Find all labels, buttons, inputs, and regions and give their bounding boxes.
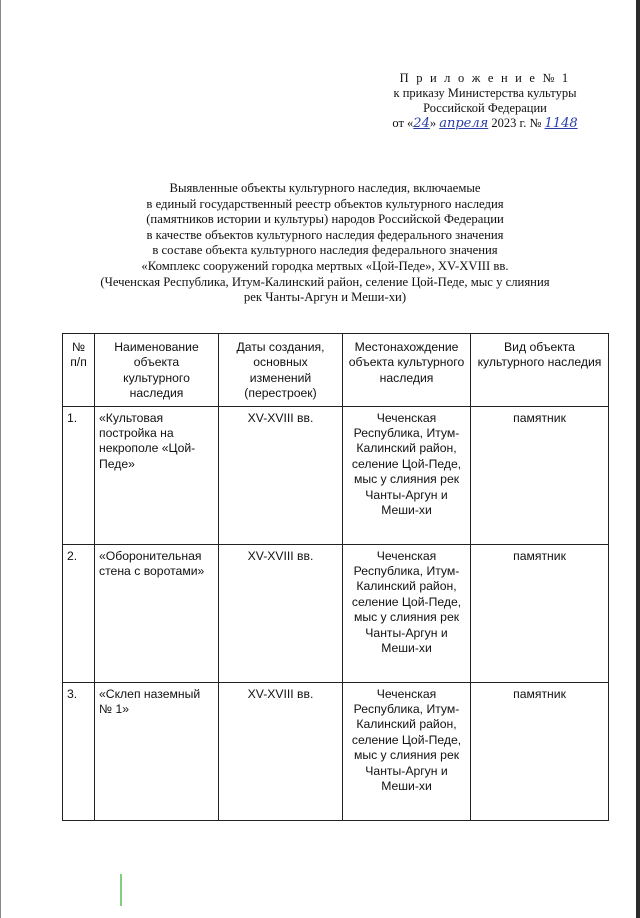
header-kind: Вид объекта культурного наследия [471,334,609,407]
table-header-row [63,334,609,407]
annex-block [370,71,600,131]
row-name: «Склеп наземный № 1» [95,682,219,820]
row-name: «Оборонительная стена с воротами» [95,544,219,682]
order-mid: » [429,116,440,130]
row-number: 2. [63,544,95,682]
row-location: Чеченская Республика, Итум-Калинский район, селение Цой-Педе, мыс у слияния рек Чанты-Аргун и Меши-хи [343,682,471,820]
heading-line: рек Чанты-Аргун и Меши-хи) [243,290,407,305]
heading-line: в качестве объектов культурного наследия федерального значения [146,227,504,242]
scan-right-edge [636,0,640,918]
row-kind: памятник [471,544,609,682]
row-dates: XV-XVIII вв. [219,406,343,544]
annex-ministry-line: к приказу Министерства культуры [393,86,577,100]
table-row [63,406,609,544]
row-dates: XV-XVIII вв. [219,682,343,820]
heritage-objects-table [62,333,609,821]
table-row [63,682,609,820]
header-name: Наименование объекта культурного наследия [95,334,219,407]
header-dates: Даты создания, основных изменений (перестроек) [219,334,343,407]
scan-left-edge [0,0,1,918]
heading-line: (памятников истории и культуры) народов Российской Федерации [146,212,504,227]
scan-green-mark [120,874,122,906]
annex-title: П р и л о ж е н и е № 1 [399,71,571,85]
annex-federation-line: Российской Федерации [423,101,547,115]
row-name: «Культовая постройка на некрополе «Цой-Педе» [95,406,219,544]
heading-line: в единый государственный реестр объектов культурного наследия [146,196,504,211]
order-day-handwritten: 24 [413,116,430,131]
header-number: № п/п [63,334,95,407]
heading-line: в составе объекта культурного наследия федерального значения [152,243,498,258]
header-location: Местонахождение объекта культурного наследия [343,334,471,407]
order-number-handwritten: 1148 [544,116,578,131]
row-dates: XV-XVIII вв. [219,544,343,682]
order-year: 2023 г. № [488,116,545,130]
table-row [63,544,609,682]
heading-line: «Комплекс сооружений городка мертвых «Цой-Педе», XV-XVIII вв. [141,258,509,273]
row-location: Чеченская Республика, Итум-Калинский район, селение Цой-Педе, мыс у слияния рек Чанты-Аргун и Меши-хи [343,544,471,682]
heading-line: (Чеченская Республика, Итум-Калинский район, селение Цой-Педе, мыс у слияния [100,274,550,289]
row-location: Чеченская Республика, Итум-Калинский район, селение Цой-Педе, мыс у слияния рек Чанты-Аргун и Меши-хи [343,406,471,544]
heading-line: Выявленные объекты культурного наследия, включаемые [169,181,481,195]
row-number: 1. [63,406,95,544]
row-kind: памятник [471,406,609,544]
row-number: 3. [63,682,95,820]
order-month-handwritten: апреля [439,116,489,131]
annex-order-line [370,116,600,131]
row-kind: памятник [471,682,609,820]
order-prefix: от « [392,116,414,130]
document-heading [40,181,610,306]
